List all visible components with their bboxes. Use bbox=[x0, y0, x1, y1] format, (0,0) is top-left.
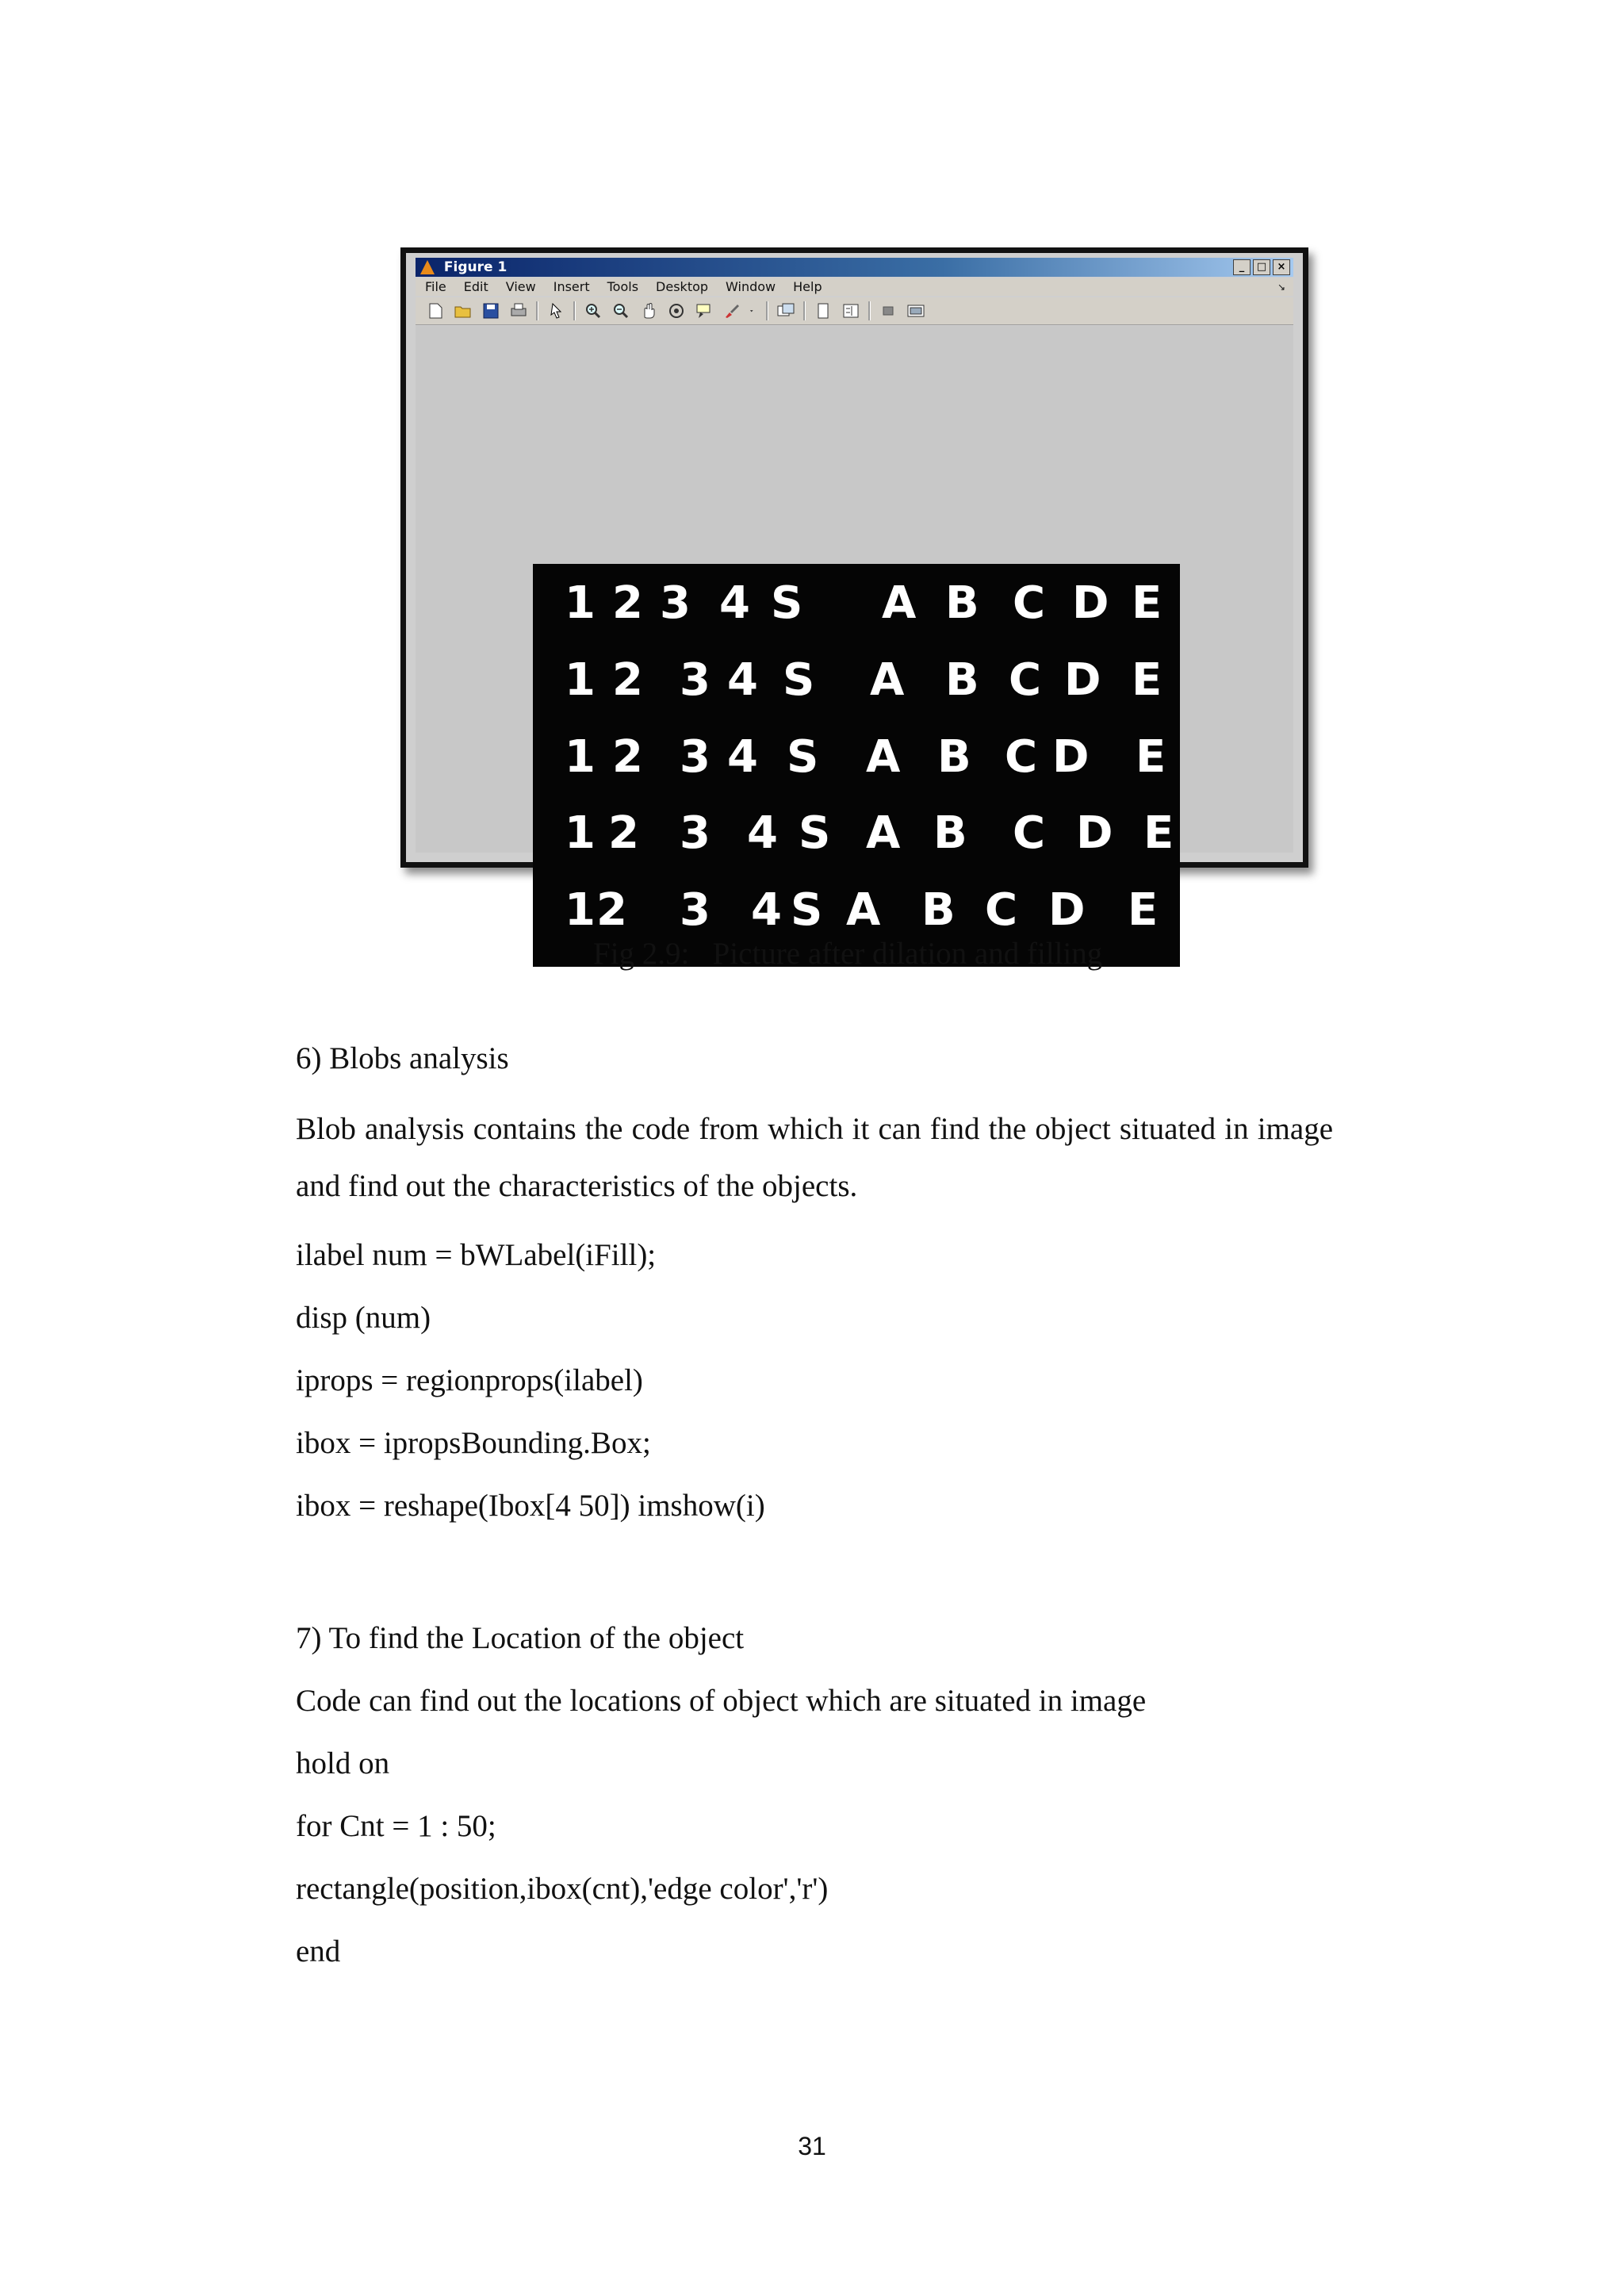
character-blob: E bbox=[1132, 577, 1162, 629]
new-figure-icon bbox=[425, 301, 446, 320]
code-line: ibox = ipropsBounding.Box; bbox=[296, 1426, 651, 1460]
close-icon: × bbox=[1273, 259, 1290, 275]
character-blob: C bbox=[1005, 731, 1038, 783]
menu-help: Help bbox=[793, 279, 822, 294]
matlab-figure-screenshot bbox=[400, 247, 1308, 936]
character-blob: 1 bbox=[565, 577, 596, 629]
character-blob: 3 bbox=[660, 577, 691, 629]
section-7-heading: 7) To find the Location of the object bbox=[296, 1621, 745, 1655]
toolbar-separator bbox=[536, 301, 538, 320]
menu-window: Window bbox=[726, 279, 776, 294]
menu-file: File bbox=[425, 279, 446, 294]
character-blob: 2 bbox=[608, 807, 639, 859]
zoom-in-icon bbox=[583, 301, 603, 320]
character-blob: 1 bbox=[565, 654, 596, 706]
character-blob: 3 bbox=[680, 807, 710, 859]
character-blob: B bbox=[937, 731, 971, 783]
character-blob: S bbox=[771, 577, 803, 629]
character-blob: 4 bbox=[751, 884, 782, 936]
character-blob: 4 bbox=[747, 807, 778, 859]
character-blob: 2 bbox=[596, 884, 627, 936]
matlab-logo-icon bbox=[420, 260, 435, 274]
character-blob: 2 bbox=[612, 577, 643, 629]
menu-tools: Tools bbox=[607, 279, 639, 294]
figure-menu-bar bbox=[416, 278, 1293, 296]
toolbar-separator bbox=[573, 301, 576, 320]
character-blob: B bbox=[945, 577, 979, 629]
character-blob: E bbox=[1136, 731, 1166, 783]
character-blob: A bbox=[882, 577, 917, 629]
brush-icon bbox=[722, 301, 742, 320]
character-blob: 3 bbox=[680, 884, 710, 936]
toolbar-separator bbox=[868, 301, 871, 320]
character-blob: E bbox=[1143, 807, 1174, 859]
figure-title: Figure 1 bbox=[443, 259, 508, 275]
character-blob: S bbox=[787, 731, 819, 783]
figure-title-bar bbox=[416, 258, 1293, 277]
dropdown-arrow-icon bbox=[749, 301, 759, 320]
character-blob: 4 bbox=[727, 731, 758, 783]
character-blob: C bbox=[1009, 654, 1042, 706]
menu-edit: Edit bbox=[463, 279, 488, 294]
maximize-icon: □ bbox=[1253, 259, 1270, 275]
print-icon bbox=[508, 301, 529, 320]
page-number: 31 bbox=[798, 2132, 826, 2160]
menu-insert: Insert bbox=[553, 279, 590, 294]
section-7-paragraph: Code can find out the locations of object which are situated in image bbox=[296, 1684, 1147, 1718]
colorbar-icon bbox=[813, 301, 833, 320]
character-blob: S bbox=[791, 884, 823, 936]
character-blob: D bbox=[1048, 884, 1086, 936]
code-line: hold on bbox=[296, 1746, 390, 1780]
code-line: rectangle(position,ibox(cnt),'edge color','r') bbox=[296, 1872, 829, 1906]
character-blob: D bbox=[1064, 654, 1101, 706]
legend-icon bbox=[841, 301, 861, 320]
character-blob: C bbox=[1013, 807, 1046, 859]
hide-plot-tools-icon bbox=[878, 301, 898, 320]
section-6-heading: 6) Blobs analysis bbox=[296, 1041, 509, 1075]
character-blob: D bbox=[1072, 577, 1109, 629]
character-blob: A bbox=[870, 654, 905, 706]
character-blob: 4 bbox=[719, 577, 750, 629]
code-line: ibox = reshape(Ibox[4 50]) imshow(i) bbox=[296, 1489, 765, 1523]
character-blob: D bbox=[1076, 807, 1113, 859]
code-line: end bbox=[296, 1934, 341, 1968]
code-line: for Cnt = 1 : 50; bbox=[296, 1809, 496, 1843]
code-line: iprops = regionprops(ilabel) bbox=[296, 1363, 643, 1397]
minimize-icon: _ bbox=[1233, 259, 1251, 275]
character-blob: 1 bbox=[565, 807, 596, 859]
character-blob: A bbox=[846, 884, 881, 936]
character-blob: S bbox=[799, 807, 831, 859]
show-plot-tools-icon bbox=[906, 301, 926, 320]
figure-toolbar bbox=[416, 297, 1293, 325]
code-line: disp (num) bbox=[296, 1301, 431, 1335]
binary-character-image bbox=[533, 564, 1180, 967]
character-blob: C bbox=[1013, 577, 1046, 629]
character-blob: 3 bbox=[680, 654, 710, 706]
character-blob: B bbox=[945, 654, 979, 706]
data-cursor-icon bbox=[694, 301, 714, 320]
figure-caption: Fig 2.9: Picture after dilation and filling bbox=[593, 937, 1103, 971]
pan-icon bbox=[638, 301, 659, 320]
character-blob: C bbox=[985, 884, 1018, 936]
character-blob: 3 bbox=[680, 731, 710, 783]
code-line: ilabel num = bWLabel(iFill); bbox=[296, 1238, 657, 1272]
character-blob: 2 bbox=[612, 731, 643, 783]
character-blob: E bbox=[1132, 654, 1162, 706]
open-file-icon bbox=[453, 301, 473, 320]
section-6-paragraph: Blob analysis contains the code from which it can find the object situated in image and find out the characteristics of the objects. bbox=[296, 1112, 1333, 1203]
toolbar-separator bbox=[803, 301, 806, 320]
character-blob: B bbox=[933, 807, 967, 859]
menu-view: View bbox=[505, 279, 536, 294]
toolbar-separator bbox=[766, 301, 768, 320]
character-glyphs bbox=[533, 564, 1180, 967]
rotate-3d-icon bbox=[666, 301, 687, 320]
character-blob: 4 bbox=[727, 654, 758, 706]
link-plot-icon bbox=[776, 301, 796, 320]
character-blob: 1 bbox=[565, 731, 596, 783]
pointer-icon bbox=[546, 301, 566, 320]
save-icon bbox=[481, 301, 501, 320]
character-blob: E bbox=[1128, 884, 1159, 936]
character-blob: S bbox=[783, 654, 815, 706]
character-blob: A bbox=[866, 731, 901, 783]
character-blob: 1 bbox=[565, 884, 596, 936]
window-controls bbox=[1233, 259, 1290, 275]
menu-overflow-icon: ↘ bbox=[1277, 282, 1285, 293]
character-blob: A bbox=[866, 807, 901, 859]
zoom-out-icon bbox=[611, 301, 631, 320]
character-blob: B bbox=[921, 884, 956, 936]
character-blob: 2 bbox=[612, 654, 643, 706]
character-blob: D bbox=[1052, 731, 1090, 783]
menu-desktop: Desktop bbox=[656, 279, 709, 294]
